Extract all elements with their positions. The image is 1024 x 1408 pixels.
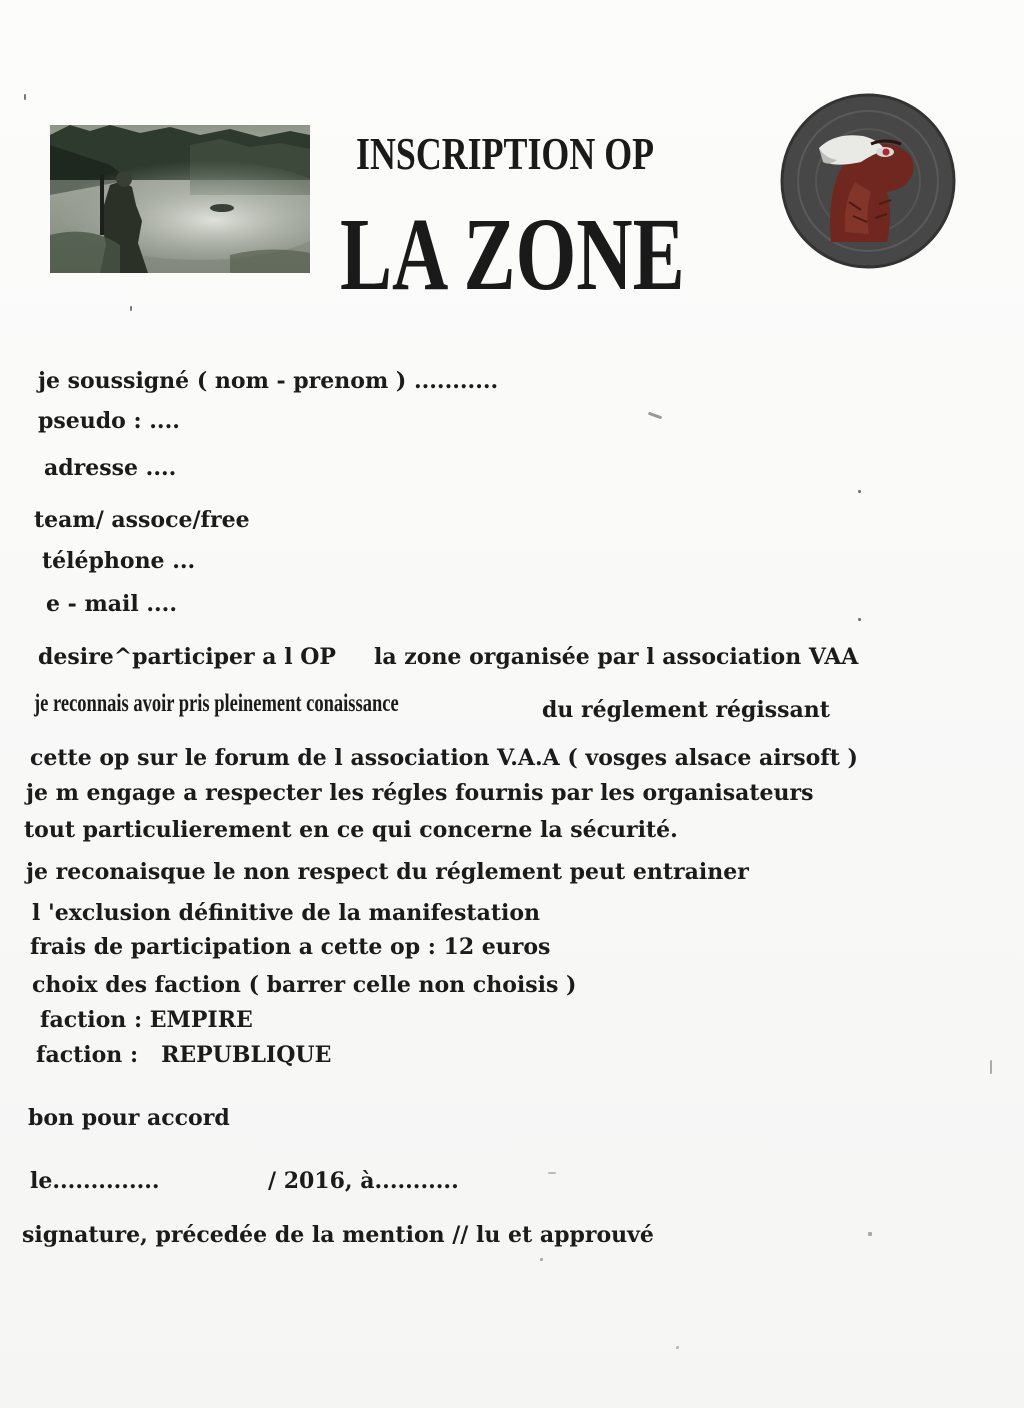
acknowledge-text-condensed: je reconnais avoir pris pleinement conaissance <box>34 690 399 717</box>
document-title: INSCRIPTION OP <box>356 128 655 179</box>
event-name: LA ZONE <box>340 197 685 312</box>
faction-label: faction : <box>36 1042 139 1068</box>
scan-speck <box>858 618 861 621</box>
faction-empire-row <box>40 1006 253 1034</box>
scan-speck <box>540 1258 543 1261</box>
team-field-label: team/ assoce/free <box>34 507 250 533</box>
forum-text: cette op sur le forum de l association V.A.A ( vosges alsace airsoft ) <box>30 745 858 771</box>
name-field-label: je soussigné ( nom - prenom ) ........... <box>38 368 499 394</box>
faction-republique-value: REPUBLIQUE <box>161 1042 332 1068</box>
scan-speck <box>858 490 861 493</box>
signature-text: signature, précedée de la mention // lu et approuvé <box>22 1222 654 1248</box>
scan-speck <box>868 1232 872 1236</box>
safety-text: tout particulierement en ce qui concerne la sécurité. <box>24 817 678 843</box>
scan-speck <box>676 1346 679 1349</box>
non-respect-text: je reconaisque le non respect du réglement peut entrainer <box>26 859 749 885</box>
faction-choice-text: choix des faction ( barrer celle non choisis ) <box>32 972 577 998</box>
faction-label: faction : <box>40 1007 143 1033</box>
engage-text: je m engage a respecter les régles fournis par les organisateurs <box>26 780 814 806</box>
fee-text: frais de participation a cette op : 12 euros <box>30 934 551 960</box>
rules-governing-text: du réglement régissant <box>542 697 830 723</box>
scan-speck <box>130 306 132 311</box>
scan-speck <box>648 412 662 420</box>
faction-empire-value: EMPIRE <box>149 1007 253 1033</box>
participate-text: desire^participer a l OP <box>38 644 336 670</box>
scan-speck <box>990 1060 992 1074</box>
soldier-in-misty-forest-photo <box>50 125 310 273</box>
scan-speck <box>24 94 26 100</box>
pseudo-field-label: pseudo : .... <box>38 408 180 434</box>
participate-organizer-text: la zone organisée par l association VAA <box>374 644 859 670</box>
scan-speck <box>548 1172 556 1174</box>
email-field-label: e - mail .... <box>46 591 177 617</box>
phone-field-label: téléphone ... <box>42 548 196 574</box>
address-field-label: adresse .... <box>44 455 177 481</box>
eagle-head-patch <box>779 92 957 270</box>
year-place-field-label: / 2016, à........... <box>268 1168 459 1194</box>
agreement-text: bon pour accord <box>28 1105 230 1131</box>
exclusion-text: l 'exclusion définitive de la manifestation <box>32 900 541 926</box>
date-field-label: le.............. <box>30 1168 160 1194</box>
acknowledge-text <box>34 690 527 718</box>
faction-republique-row <box>36 1041 331 1069</box>
